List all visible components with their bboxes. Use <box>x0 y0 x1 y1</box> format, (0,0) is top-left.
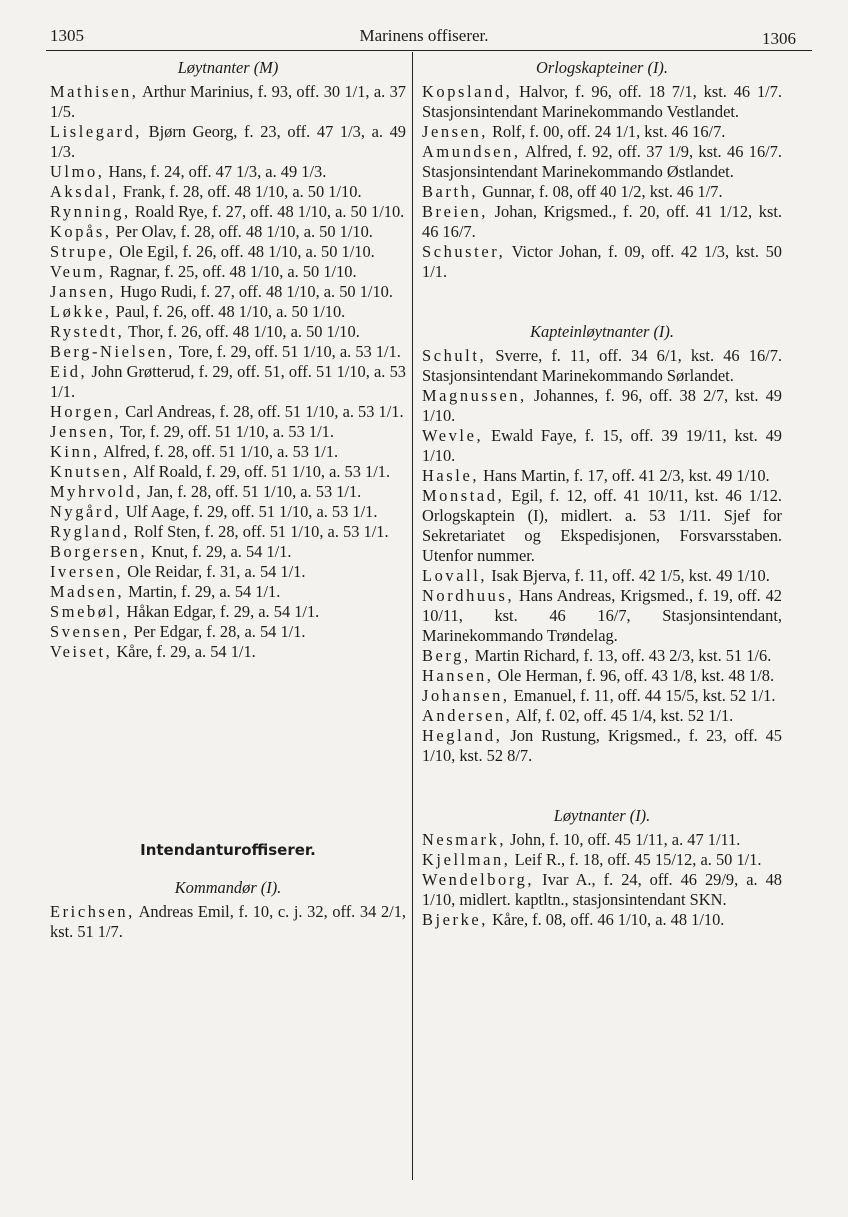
officer-name: Jansen, <box>50 282 116 301</box>
officer-name: Smebøl, <box>50 602 123 621</box>
officer-details: Gunnar, f. 08, off 40 1/2, kst. 46 1/7. <box>478 182 723 201</box>
officer-details: Johannes, f. 96, off. 38 2/7, kst. 49 1/10. <box>422 386 782 425</box>
officer-details: Andreas Emil, f. 10, c. j. 32, off. 34 2/1, kst. 51 1/7. <box>50 902 406 941</box>
officer-name: Lislegard, <box>50 122 142 141</box>
officer-entry <box>50 442 406 462</box>
officer-entry <box>50 322 406 342</box>
officer-details: Alfred, f. 28, off. 51 1/10, a. 53 1/1. <box>99 442 339 461</box>
officer-name: Mathisen, <box>50 82 139 101</box>
page-number-left: 1305 <box>50 26 84 45</box>
officer-details: Johan, Krigsmed., f. 20, off. 41 1/12, kst. 46 16/7. <box>422 202 782 241</box>
officer-name: Wevle, <box>422 426 484 445</box>
officer-entry <box>422 666 782 686</box>
officer-details: Arthur Marinius, f. 93, off. 30 1/1, a. 37 1/5. <box>50 82 406 121</box>
officer-name: Kopås, <box>50 222 112 241</box>
officer-name: Aksdal, <box>50 182 119 201</box>
officer-name: Wendelborg, <box>422 870 535 889</box>
officer-entry <box>50 162 406 182</box>
page-number-right: 1306 <box>762 29 796 48</box>
officer-entry <box>50 262 406 282</box>
officer-name: Horgen, <box>50 402 122 421</box>
page-header <box>0 20 848 48</box>
officer-details: Kåre, f. 08, off. 46 1/10, a. 48 1/10. <box>488 910 725 929</box>
officer-entry <box>422 646 782 666</box>
officer-name: Breien, <box>422 202 488 221</box>
section-heading: Løytnanter (I). <box>553 806 651 825</box>
officer-entry <box>422 566 782 586</box>
officer-details: Isak Bjerva, f. 11, off. 42 1/5, kst. 49 1/10. <box>487 566 770 585</box>
officer-entry <box>422 586 782 646</box>
officer-entry <box>422 202 782 242</box>
section-heading: Kapteinløytnanter (I). <box>530 322 674 341</box>
officer-name: Berg, <box>422 646 471 665</box>
officer-details: Hans Andreas, Krigsmed., f. 19, off. 42 10/11, kst. 46 16/7, Stasjonsintendant, Marinekommando Trøndelag. <box>422 586 782 645</box>
officer-name: Rygland, <box>50 522 130 541</box>
officer-name: Monstad, <box>422 486 505 505</box>
officer-details: Tor, f. 29, off. 51 1/10, a. 53 1/1. <box>116 422 334 441</box>
officer-details: Victor Johan, f. 09, off. 42 1/3, kst. 50 1/1. <box>422 242 782 281</box>
officer-name: Bjerke, <box>422 910 488 929</box>
officer-name: Madsen, <box>50 582 125 601</box>
officer-details: Halvor, f. 96, off. 18 7/1, kst. 46 1/7. Stasjonsintendant Marinekommando Vestlandet. <box>422 82 782 121</box>
officer-entry <box>422 242 782 282</box>
officer-entry <box>50 502 406 522</box>
officer-name: Strupe, <box>50 242 116 261</box>
officer-entry <box>422 850 782 870</box>
officer-name: Erichsen, <box>50 902 135 921</box>
officer-entry <box>422 870 782 910</box>
header-rule <box>46 50 812 51</box>
left-column <box>50 58 406 942</box>
officer-name: Borgersen, <box>50 542 148 561</box>
officer-entry <box>50 282 406 302</box>
officer-details: Emanuel, f. 11, off. 44 15/5, kst. 52 1/1. <box>509 686 776 705</box>
officer-name: Hasle, <box>422 466 480 485</box>
officer-details: Leif R., f. 18, off. 45 15/12, a. 50 1/1. <box>510 850 762 869</box>
officer-details: Hans Martin, f. 17, off. 41 2/3, kst. 49 1/10. <box>479 466 770 485</box>
officer-name: Schult, <box>422 346 487 365</box>
officer-details: Bjørn Georg, f. 23, off. 47 1/3, a. 49 1/3. <box>50 122 406 161</box>
page-title: Marinens offiserer. <box>359 26 489 45</box>
officer-entry <box>50 362 406 402</box>
officer-details: Håkan Edgar, f. 29, a. 54 1/1. <box>122 602 320 621</box>
officer-details: Sverre, f. 11, off. 34 6/1, kst. 46 16/7. Stasjonsintendant Marinekommando Sørlandet. <box>422 346 782 385</box>
officer-name: Myhrvold, <box>50 482 144 501</box>
officer-name: Hansen, <box>422 666 494 685</box>
officer-entry <box>50 642 406 662</box>
officer-entry <box>50 422 406 442</box>
officer-details: Carl Andreas, f. 28, off. 51 1/10, a. 53 1/1. <box>121 402 404 421</box>
officer-entry <box>50 482 406 502</box>
officer-name: Knutsen, <box>50 462 130 481</box>
officer-details: Per Edgar, f. 28, a. 54 1/1. <box>129 622 306 641</box>
officer-details: John Grøtterud, f. 29, off. 51, off. 51 1/10, a. 53 1/1. <box>50 362 406 401</box>
officer-name: Hegland, <box>422 726 503 745</box>
officer-entry <box>50 542 406 562</box>
officer-details: Ragnar, f. 25, off. 48 1/10, a. 50 1/10. <box>105 262 357 281</box>
section-heading: Orlogskapteiner (I). <box>535 58 668 77</box>
officer-details: Martin Richard, f. 13, off. 43 2/3, kst. 51 1/6. <box>470 646 772 665</box>
section-heading: Løytnanter (M) <box>177 58 279 77</box>
column-divider <box>412 52 413 1180</box>
officer-name: Nordhuus, <box>422 586 515 605</box>
officer-entry <box>50 82 406 122</box>
officer-details: Frank, f. 28, off. 48 1/10, a. 50 1/10. <box>118 182 362 201</box>
officer-name: Lovall, <box>422 566 488 585</box>
officer-name: Amundsen, <box>422 142 521 161</box>
section-heading: Kommandør (I). <box>174 878 282 897</box>
officer-name: Jensen, <box>422 122 488 141</box>
officer-entry <box>422 706 782 726</box>
officer-name: Svensen, <box>50 622 130 641</box>
officer-name: Berg-Nielsen, <box>50 342 175 361</box>
officer-entry <box>50 562 406 582</box>
officer-details: Rolf, f. 00, off. 24 1/1, kst. 46 16/7. <box>488 122 726 141</box>
officer-details: Martin, f. 29, a. 54 1/1. <box>124 582 281 601</box>
officer-entry <box>422 486 782 566</box>
officer-name: Andersen, <box>422 706 513 725</box>
officer-entry <box>50 122 406 162</box>
officer-details: Kåre, f. 29, a. 54 1/1. <box>112 642 256 661</box>
officer-entry <box>50 622 406 642</box>
section-spacer <box>50 662 406 840</box>
officer-details: Alfred, f. 92, off. 37 1/9, kst. 46 16/7. Stasjonsintendant Marinekommando Østlandet. <box>422 142 782 181</box>
officer-entry <box>422 910 782 930</box>
officer-entry <box>50 222 406 242</box>
officer-details: John, f. 10, off. 45 1/11, a. 47 1/11. <box>506 830 741 849</box>
officer-entry <box>422 82 782 122</box>
officer-details: Ewald Faye, f. 15, off. 39 19/11, kst. 49 1/10. <box>422 426 782 465</box>
officer-details: Ivar A., f. 24, off. 46 29/9, a. 48 1/10, midlert. kaptltn., stasjonsintendant SKN. <box>422 870 782 909</box>
officer-entry <box>50 462 406 482</box>
officer-details: Egil, f. 12, off. 41 10/11, kst. 46 1/12. Orlogskaptein (I), midlert. a. 53 1/11. Sjef for Sekretariatet og Ekspedisjonen, Forsvarsstaben. Utenfor nummer. <box>422 486 782 565</box>
officer-name: Rystedt, <box>50 322 125 341</box>
officer-details: Hans, f. 24, off. 47 1/3, a. 49 1/3. <box>104 162 327 181</box>
officer-entry <box>50 342 406 362</box>
officer-entry <box>422 466 782 486</box>
officer-details: Ulf Aage, f. 29, off. 51 1/10, a. 53 1/1. <box>121 502 378 521</box>
officer-entry <box>50 302 406 322</box>
officer-name: Magnussen, <box>422 386 527 405</box>
officer-entry <box>50 522 406 542</box>
officer-entry <box>422 386 782 426</box>
officer-name: Nesmark, <box>422 830 507 849</box>
officer-entry <box>422 182 782 202</box>
officer-details: Rolf Sten, f. 28, off. 51 1/10, a. 53 1/1. <box>129 522 389 541</box>
officer-details: Alf Roald, f. 29, off. 51 1/10, a. 53 1/1. <box>129 462 391 481</box>
officer-entry <box>422 426 782 466</box>
officer-name: Nygård, <box>50 502 122 521</box>
officer-details: Per Olav, f. 28, off. 48 1/10, a. 50 1/10. <box>111 222 373 241</box>
officer-name: Veum, <box>50 262 106 281</box>
officer-details: Thor, f. 26, off. 48 1/10, a. 50 1/10. <box>124 322 360 341</box>
section-heading: Intendanturoffiserer. <box>140 841 316 859</box>
officer-details: Ole Reidar, f. 31, a. 54 1/1. <box>123 562 306 581</box>
officer-details: Ole Egil, f. 26, off. 48 1/10, a. 50 1/10. <box>115 242 375 261</box>
officer-name: Schuster, <box>422 242 506 261</box>
officer-details: Tore, f. 29, off. 51 1/10, a. 53 1/1. <box>175 342 401 361</box>
officer-name: Iversen, <box>50 562 124 581</box>
officer-details: Hugo Rudi, f. 27, off. 48 1/10, a. 50 1/10. <box>116 282 393 301</box>
right-column <box>422 58 782 930</box>
officer-entry <box>50 242 406 262</box>
officer-name: Løkke, <box>50 302 112 321</box>
section-spacer <box>422 282 782 322</box>
officer-entry <box>422 686 782 706</box>
officer-entry <box>422 726 782 766</box>
officer-details: Paul, f. 26, off. 48 1/10, a. 50 1/10. <box>111 302 346 321</box>
officer-entry <box>50 182 406 202</box>
section-spacer <box>50 866 406 878</box>
officer-details: Alf, f. 02, off. 45 1/4, kst. 52 1/1. <box>512 706 734 725</box>
officer-name: Veiset, <box>50 642 113 661</box>
officer-entry <box>422 346 782 386</box>
officer-entry <box>50 902 406 942</box>
officer-name: Eid, <box>50 362 88 381</box>
officer-entry <box>50 602 406 622</box>
officer-name: Kjellman, <box>422 850 511 869</box>
officer-entry <box>50 402 406 422</box>
officer-entry <box>422 830 782 850</box>
officer-details: Jon Rustung, Krigsmed., f. 23, off. 45 1/10, kst. 52 8/7. <box>422 726 782 765</box>
officer-entry <box>422 122 782 142</box>
officer-name: Kinn, <box>50 442 100 461</box>
officer-name: Jensen, <box>50 422 116 441</box>
officer-details: Knut, f. 29, a. 54 1/1. <box>147 542 292 561</box>
officer-entry <box>50 582 406 602</box>
officer-entry <box>50 202 406 222</box>
officer-details: Jan, f. 28, off. 51 1/10, a. 53 1/1. <box>143 482 362 501</box>
section-spacer <box>422 766 782 806</box>
officer-name: Johansen, <box>422 686 510 705</box>
officer-name: Kopsland, <box>422 82 513 101</box>
officer-name: Ulmo, <box>50 162 105 181</box>
officer-entry <box>422 142 782 182</box>
officer-name: Barth, <box>422 182 479 201</box>
officer-details: Ole Herman, f. 96, off. 43 1/8, kst. 48 1/8. <box>493 666 775 685</box>
officer-details: Roald Rye, f. 27, off. 48 1/10, a. 50 1/10. <box>130 202 405 221</box>
officer-name: Rynning, <box>50 202 131 221</box>
